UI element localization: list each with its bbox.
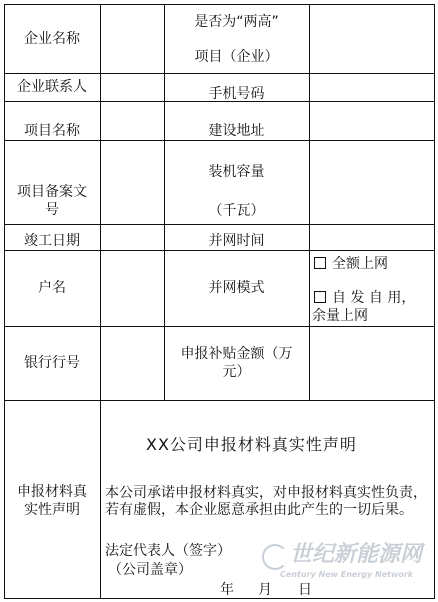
full-grid-option-label: 全额上网	[332, 256, 388, 272]
address-label: 建设地址	[208, 123, 265, 139]
declaration-label-line2: 实性声明	[24, 502, 80, 518]
contact-label: 企业联系人	[17, 79, 87, 95]
table-line	[4, 598, 435, 599]
two-high-label-line1: 是否为“两高”	[194, 14, 279, 30]
table-line	[309, 4, 310, 401]
date-month: 月	[258, 582, 272, 598]
table-line	[4, 73, 435, 74]
capacity-unit-label: （千瓦）	[208, 203, 265, 219]
watermark-text: 世纪新能源网	[290, 542, 423, 567]
grid-mode-label: 并网模式	[208, 280, 265, 296]
self-use-option[interactable]	[314, 290, 415, 306]
subsidy-amount-label-line2: 元）	[222, 364, 251, 380]
watermark-logo-icon	[262, 544, 288, 570]
date-year: 年	[220, 582, 234, 598]
phone-label: 手机号码	[208, 86, 265, 102]
self-use-checkbox[interactable]	[314, 291, 326, 303]
self-use-option-label-cont: 余量上网	[312, 308, 368, 324]
table-line	[4, 140, 435, 141]
filing-label-line2: 号	[45, 202, 59, 218]
filing-label-line1: 项目备案文	[17, 184, 87, 200]
completion-date-label: 竣工日期	[24, 233, 80, 249]
self-use-option-label: 自 发 自 用，	[332, 290, 416, 306]
table-line	[4, 400, 435, 401]
full-grid-option[interactable]	[314, 256, 388, 272]
full-grid-checkbox[interactable]	[314, 257, 326, 269]
declaration-title: XX公司申报材料真实性声明	[146, 435, 357, 454]
subsidy-amount-label-line1: 申报补贴金额（万	[180, 346, 293, 362]
account-name-label: 户名	[38, 280, 66, 296]
declaration-body: 本公司承诺申报材料真实，对申报材料真实性负责，若有虚假，本企业愿意承担由此产生的一切后果。	[105, 485, 427, 518]
date-day: 日	[298, 582, 312, 598]
company-seal: （公司盖章）	[108, 562, 192, 578]
capacity-label: 装机容量	[208, 164, 265, 180]
legal-rep-signature: 法定代表人（签字）	[105, 543, 231, 559]
two-high-label-line2: 项目（企业）	[194, 49, 279, 65]
project-name-label: 项目名称	[24, 123, 80, 139]
company-name-label: 企业名称	[24, 31, 80, 47]
table-line	[434, 4, 435, 599]
grid-time-label: 并网时间	[208, 233, 265, 249]
table-line	[4, 224, 435, 225]
table-line	[4, 326, 435, 327]
declaration-label-line1: 申报材料真	[17, 484, 87, 500]
table-line	[4, 4, 435, 5]
watermark-subtext: Century New Energy Network	[280, 570, 414, 579]
bank-code-label: 银行行号	[24, 355, 80, 371]
table-line	[100, 4, 101, 599]
table-line	[4, 250, 435, 251]
